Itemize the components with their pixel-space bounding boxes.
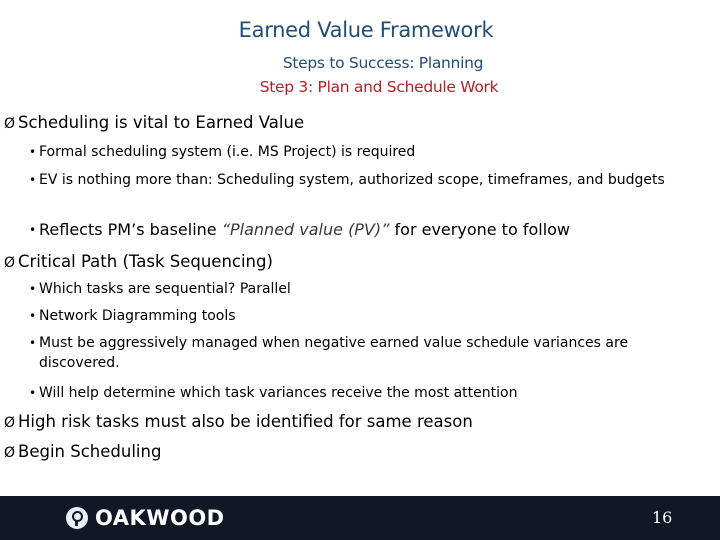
sub-bullet-text: Must be aggressively managed when negative earned value schedule variances are discovered. bbox=[39, 335, 629, 371]
arrow-bullet-icon: Ø bbox=[4, 255, 16, 271]
slide-subtitle: Steps to Success: Planning bbox=[282, 54, 484, 72]
bullet-text: Begin Scheduling bbox=[18, 442, 162, 461]
bullet-scheduling bbox=[4, 113, 304, 134]
dot-bullet-icon: • bbox=[29, 223, 37, 237]
sub-bullet bbox=[29, 383, 699, 403]
bullet-text: High risk tasks must also be identified for same reason bbox=[18, 412, 473, 431]
sub-bullet bbox=[29, 306, 699, 326]
sub-bullet bbox=[29, 142, 699, 162]
planned-value-emphasis: “Planned value (PV)” bbox=[221, 220, 390, 239]
bullet-high-risk bbox=[4, 412, 473, 433]
sub-bullet bbox=[29, 170, 699, 190]
sub-bullet-text: EV is nothing more than: Scheduling system, authorized scope, timeframes, and budgets bbox=[39, 172, 665, 188]
sub-bullet bbox=[29, 333, 699, 373]
logo-text: OAKWOOD bbox=[95, 506, 225, 530]
dot-bullet-icon: • bbox=[29, 309, 37, 323]
bullet-critical-path bbox=[4, 252, 273, 273]
arrow-bullet-icon: Ø bbox=[4, 415, 16, 431]
dot-bullet-icon: • bbox=[29, 282, 37, 296]
dot-bullet-icon: • bbox=[29, 386, 37, 400]
oakwood-logo bbox=[66, 504, 225, 532]
arrow-bullet-icon: Ø bbox=[4, 116, 16, 132]
sub-bullet-text: Will help determine which task variances receive the most attention bbox=[39, 385, 518, 401]
step-heading: Step 3: Plan and Schedule Work bbox=[259, 78, 499, 96]
arrow-bullet-icon: Ø bbox=[4, 445, 16, 461]
sub-bullet bbox=[29, 220, 699, 240]
page-number: 16 bbox=[652, 508, 673, 527]
bullet-begin-scheduling bbox=[4, 442, 161, 463]
bullet-text: Scheduling is vital to Earned Value bbox=[18, 113, 305, 132]
footer-bar bbox=[0, 496, 720, 540]
bullet-text: Critical Path (Task Sequencing) bbox=[18, 252, 273, 271]
sub-bullet-text: Formal scheduling system (i.e. MS Project) is required bbox=[39, 144, 416, 160]
dot-bullet-icon: • bbox=[29, 145, 37, 159]
sub-bullet-text: Network Diagramming tools bbox=[39, 308, 236, 324]
slide-title: Earned Value Framework bbox=[238, 18, 494, 42]
sub-bullet bbox=[29, 279, 699, 299]
sub-bullet-text bbox=[29, 220, 699, 240]
baseline-text-end: for everyone to follow bbox=[389, 220, 571, 239]
baseline-text: Reflects PM’s baseline bbox=[39, 220, 222, 239]
dot-bullet-icon: • bbox=[29, 336, 37, 350]
dot-bullet-icon: • bbox=[29, 173, 37, 187]
sub-bullet-text: Which tasks are sequential? Parallel bbox=[39, 281, 291, 297]
oakwood-logo-icon bbox=[66, 507, 88, 529]
